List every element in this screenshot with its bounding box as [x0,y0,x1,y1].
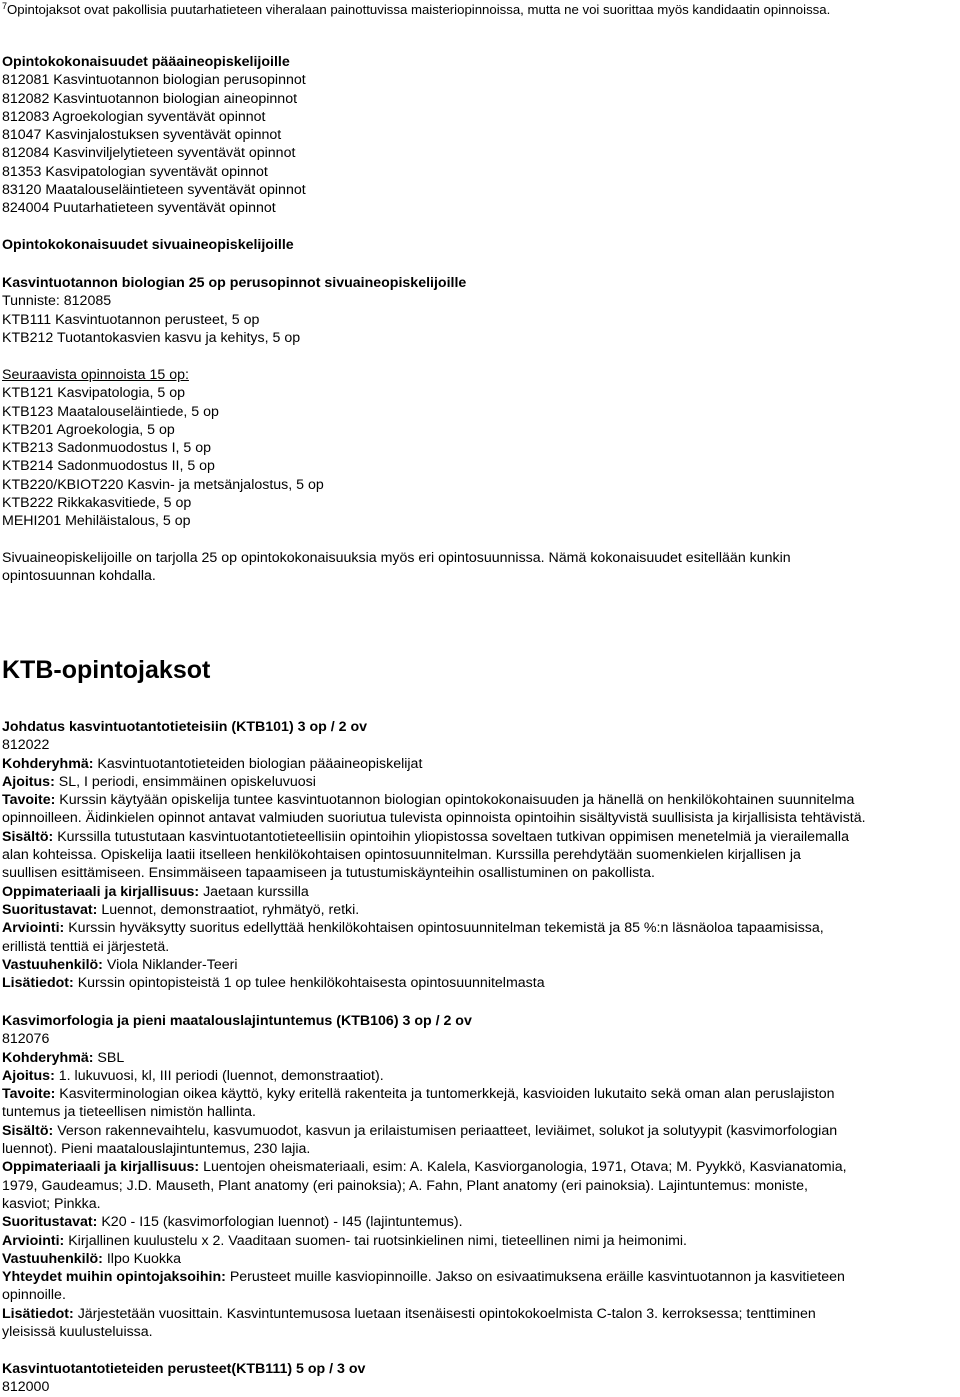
field-value: Kurssin hyväksytty suoritus edellyttää henkilökohtaisen opintosuunnitelman tekemistä ja 85 %:n läsnäoloa tapaamisissa, [68,920,824,937]
field-value: opinnoilleen. Äidinkielen opinnot antavat valmiuden suoriutua tulevista opinnoista opintoihin sisältyvistä suullisista ja kirjallisista tehtävistä. [2,810,866,827]
field-value: Kasvintuotantotieteiden biologian pääaineopiskelijat [97,755,423,772]
field-label: Sisältö: [2,1122,54,1139]
field-value: yleisissä kuulusteluissa. [2,1324,153,1341]
field-label: Kohderyhmä: [2,1049,94,1066]
field-label: Vastuuhenkilö: [2,1250,103,1267]
course-code: 812000 [2,1379,50,1396]
field-value: SBL [97,1049,125,1066]
main-modules-heading: Opintokokonaisuudet pääaineopiskelijoille [2,54,290,70]
module-item: 83120 Maatalouseläintieteen syventävät opinnot [2,182,306,199]
choice-course: KTB222 Rikkakasvitiede, 5 op [2,495,192,512]
module-item: 812081 Kasvintuotannon biologian perusopinnot [2,72,306,89]
required-course: KTB212 Tuotantokasvien kasvu ja kehitys, 5 op [2,329,301,346]
field-value: Viola Niklander-Teeri [106,956,238,973]
field-label: Sisältö: [2,828,54,845]
field-label: Suoritustavat: [2,901,98,918]
field-value: erillistä tenttiä ei järjestetä. [2,938,170,955]
module-item: 812083 Agroekologian syventävät opinnot [2,108,266,125]
field-value: Verson rakennevaihtelu, kasvumuodot, kasvun ja erilaistumisen periaatteet, leviäimet, solukot ja solutyypit (kasvimorfologian [57,1122,838,1139]
field-value: Perusteet muille kasviopinnoille. Jakso on esivaatimuksena eräille kasvintuotannon ja kasvitieteen [229,1269,845,1286]
minor-note-line: opintosuunnan kohdalla. [2,568,156,585]
module-item: 824004 Puutarhatieteen syventävät opinnot [2,200,276,217]
minor-module-details [2,274,466,347]
footnote-text: Opintojaksot ovat pakollisia puutarhatieteen viheralaan painottuvissa maisteriopinnoissa, mutta ne voi suorittaa myös kandidaatin opinnoissa. [7,2,831,17]
course-code: 812022 [2,737,50,754]
course-code: 812076 [2,1031,50,1048]
course-ktb111 [2,1360,365,1397]
field-value: 1979, Gaudeamus; J.D. Mauseth, Plant anatomy (eri painoksia); A. Fahn, Plant anatomy (eri painoksia). Lajintuntemus: moniste, [2,1177,808,1194]
choice-label: Seuraavista opinnoista 15 op: [2,367,189,383]
field-label: Ajoitus: [2,773,55,790]
field-label: Tavoite: [2,792,56,809]
module-item: 81353 Kasvipatologian syventävät opinnot [2,163,268,180]
choice-course: KTB123 Maatalouseläintiede, 5 op [2,403,219,420]
field-value: alan kohteissa. Opiskelija laatii itselleen henkilökohtaisen opintosuunnitelman. Kurssilla perehdytään suomenkielen kirjallisen ja [2,847,801,864]
field-value: Ilpo Kuokka [106,1250,181,1267]
field-label: Tavoite: [2,1086,56,1103]
field-value: Kurssin opintopisteistä 1 op tulee henkilökohtaisesta opintosuunnitelmasta [77,975,545,992]
field-value: suullisen esittämiseen. Ensimmäiseen tapaamiseen ja tutustumiskäynteihin osallistuminen on pakollista. [2,865,655,882]
course-ktb106 [2,1012,847,1341]
course-ktb101 [2,718,866,992]
field-value: Jaetaan kurssilla [203,883,309,900]
field-label: Ajoitus: [2,1067,55,1084]
course-title: Kasvimorfologia ja pieni maatalouslajintuntemus (KTB106) 3 op / 2 ov [2,1013,472,1029]
field-label: Oppimateriaali ja kirjallisuus: [2,883,200,900]
field-value: opinnoille. [2,1287,66,1304]
module-item: 812082 Kasvintuotannon biologian aineopinnot [2,90,298,107]
minor-note [2,549,791,586]
field-label: Arviointi: [2,1232,65,1249]
field-value: SL, I periodi, ensimmäinen opiskeluvuosi [58,773,316,790]
choice-course: KTB121 Kasvipatologia, 5 op [2,385,185,402]
field-label: Lisätiedot: [2,1305,74,1322]
field-value: Luennot, demonstraatiot, ryhmätyö, retki. [101,901,360,918]
choice-course: KTB213 Sadonmuodostus I, 5 op [2,440,212,457]
main-modules-section [2,53,306,218]
field-value: Kurssin käytyään opiskelija tuntee kasvintuotannon biologian opintokokonaisuuden ja hänellä on henkilökohtainen suunnitelma [59,792,855,809]
field-value: 1. lukuvuosi, kl, III periodi (luennot, demonstraatiot). [58,1067,384,1084]
ktb-section-title: KTB-opintojaksot [2,656,211,684]
choice-course: KTB220/KBIOT220 Kasvin- ja metsänjalostus, 5 op [2,476,324,493]
module-item: 812084 Kasvinviljelytieteen syventävät opinnot [2,145,296,162]
minor-module-subheading: Kasvintuotannon biologian 25 op perusopinnot sivuaineopiskelijoille [2,275,467,291]
choice-course: MEHI201 Mehiläistalous, 5 op [2,513,191,530]
minor-note-line: Sivuaineopiskelijoille on tarjolla 25 op opintokokonaisuuksia myös eri opintosuunnissa. Nämä kokonaisuudet esitellään kunkin [2,550,791,566]
footnote [2,2,830,18]
required-course: KTB111 Kasvintuotannon perusteet, 5 op [2,311,260,328]
minor-module-tunniste: Tunniste: 812085 [2,293,112,310]
field-value: Järjestetään vuosittain. Kasvintuntemusosa luetaan itsenäisesti opintokokoelmista C-talon 3. kerroksessa; tenttiminen [77,1305,816,1322]
field-label: Vastuuhenkilö: [2,956,103,973]
choice-courses [2,366,324,531]
field-label: Yhteydet muihin opintojaksoihin: [2,1269,226,1286]
minor-modules-section [2,236,294,254]
course-title: Kasvintuotantotieteiden perusteet(KTB111) 5 op / 3 ov [2,1361,366,1377]
minor-modules-heading: Opintokokonaisuudet sivuaineopiskelijoille [2,237,294,253]
field-value: K20 - I15 (kasvimorfologian luennot) - I45 (lajintuntemus). [101,1214,463,1231]
footnote-marker: 7 [2,1,8,11]
field-value: Luentojen oheismateriaali, esim: A. Kalela, Kasviorganologia, 1971, Otava; M. Pyykkö, Kasvianatomia, [203,1159,847,1176]
field-label: Lisätiedot: [2,975,74,992]
field-label: Oppimateriaali ja kirjallisuus: [2,1159,200,1176]
field-value: kasviot; Pinkka. [2,1195,101,1212]
field-value: tuntemus ja tieteellisen nimistön hallinta. [2,1104,256,1121]
field-value: Kasviterminologian oikea käyttö, kyky eritellä rakenteita ja tuntomerkkejä, kasvioiden lukutaito sekä oman alan peruslajiston [59,1086,835,1103]
module-item: 81047 Kasvinjalostuksen syventävät opinnot [2,127,282,144]
field-label: Kohderyhmä: [2,755,94,772]
field-label: Arviointi: [2,920,65,937]
choice-course: KTB214 Sadonmuodostus II, 5 op [2,458,215,475]
choice-course: KTB201 Agroekologia, 5 op [2,421,175,438]
field-label: Suoritustavat: [2,1214,98,1231]
field-value: luennot). Pieni maatalouslajintuntemus, 230 lajia. [2,1141,311,1158]
course-title: Johdatus kasvintuotantotieteisiin (KTB101) 3 op / 2 ov [2,719,367,735]
field-value: Kurssilla tutustutaan kasvintuotantotieteellisiin opintoihin yliopistossa soveltaen tutkivan oppimisen menetelmiä ja vierailemalla [57,828,849,845]
field-value: Kirjallinen kuulustelu x 2. Vaaditaan suomen- tai ruotsinkielinen nimi, tieteellinen nimi ja heimonimi. [68,1232,688,1249]
